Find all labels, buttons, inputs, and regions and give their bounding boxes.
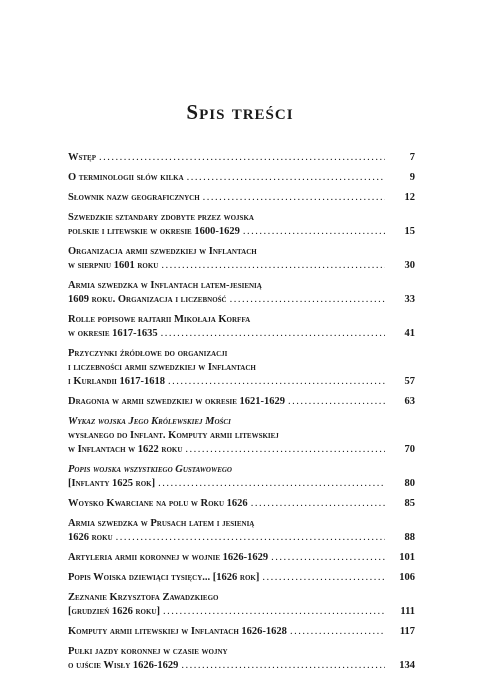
toc-entry-title-line: w sierpniu 1601 roku [68,260,159,271]
toc-entry [68,645,415,673]
toc-page-number: 57 [404,376,415,387]
dot-leader [288,395,385,409]
dot-leader [251,497,385,511]
table-of-contents [68,151,415,679]
toc-page-number: 12 [404,192,415,203]
toc-entry-title-line: wysłanego do Inflant. Komputy armii litewskiej [68,430,279,441]
toc-page-number: 30 [404,260,415,271]
toc-entry-title-line: Woysko Kwarciane na polu w Roku 1626 [68,498,248,509]
toc-entry-title-line: Komputy armii litewskiej w Inflantach 1626-1628 [68,626,287,637]
dot-leader [262,571,385,585]
dot-leader [290,625,385,639]
toc-page-number: 9 [409,172,415,183]
toc-entry-title-line: 1626 roku [68,532,113,543]
toc-entry-title-line: Zeznanie Krzysztofa Zawadzkiego [68,592,219,603]
toc-entry-title-line: Popis wojska wszystkiego Gustawowego [68,464,232,475]
toc-entry [68,313,415,341]
dot-leader [181,659,385,673]
toc-entry [68,245,415,273]
toc-page-number: 111 [400,606,415,617]
toc-entry-title-line: 1609 roku. Organizacja i liczebność [68,294,227,305]
toc-entry-title-line: polskie i litewskie w okresie 1600-1629 [68,226,240,237]
toc-page-number: 85 [404,498,415,509]
dot-leader [163,605,385,619]
toc-entry [68,279,415,307]
dot-leader [230,293,385,307]
dot-leader [203,191,385,205]
toc-entry-title-line: Pułki jazdy koronnej w czasie wojny [68,646,228,657]
toc-page-number: 88 [404,532,415,543]
dot-leader [187,171,385,185]
toc-entry-title-line: Szwedzkie sztandary zdobyte przez wojska [68,212,254,223]
toc-entry [68,497,415,511]
toc-page-number: 70 [404,444,415,455]
toc-page-number: 33 [404,294,415,305]
toc-entry [68,571,415,585]
toc-entry [68,347,415,389]
toc-entry-title-line: i Kurlandii 1617-1618 [68,376,166,387]
dot-leader [161,259,385,273]
toc-entry-title-line: i liczebności armii szwedzkiej w Inflantach [68,362,256,373]
toc-page-number: 101 [399,552,415,563]
toc-page-number: 15 [404,226,415,237]
toc-entry-title-line: Wykaz wojska Jego Królewskiej Mości [68,416,231,427]
dot-leader [168,375,385,389]
toc-entry-title-line: Armia szwedzka w Inflantach latem-jesienią [68,280,262,291]
toc-entry-title-line: Rolle popisowe rajtarii Mikołaja Korffa [68,314,251,325]
dot-leader [158,477,385,491]
toc-entry-title-line: Słownik nazw geograficznych [68,192,200,203]
toc-page-number: 117 [399,626,415,637]
toc-entry-title-line: o ujście Wisły 1626-1629 [68,660,179,671]
toc-entry [68,591,415,619]
toc-entry-title-line: Popis Woiska dziewiąci tysięcy... [1626 rok] [68,572,260,583]
toc-entry [68,171,415,185]
dot-leader [161,327,385,341]
toc-entry-title-line: Armia szwedzka w Prusach latem i jesienią [68,518,255,529]
dot-leader [243,225,385,239]
toc-page-number: 134 [399,660,415,671]
toc-entry-title-line: O terminologii słów kilka [68,172,184,183]
toc-entry [68,625,415,639]
toc-entry [68,517,415,545]
toc-entry-title-line: Organizacja armii szwedzkiej w Inflantach [68,246,257,257]
toc-entry-title-line: [Inflanty 1625 rok] [68,478,156,489]
toc-entry [68,415,415,457]
toc-entry [68,191,415,205]
toc-page-number: 63 [404,396,415,407]
toc-page-number: 7 [409,152,415,163]
toc-entry [68,551,415,565]
toc-entry [68,463,415,491]
toc-entry [68,395,415,409]
toc-page-number: 106 [399,572,415,583]
dot-leader [99,151,385,165]
toc-entry-title-line: Przyczynki źródłowe do organizacji [68,348,228,359]
dot-leader [185,443,385,457]
dot-leader [271,551,385,565]
toc-entry [68,151,415,165]
toc-entry-title-line: [grudzień 1626 roku] [68,606,160,617]
toc-page-number: 80 [404,478,415,489]
dot-leader [116,531,385,545]
toc-page-number: 41 [404,328,415,339]
toc-entry-title-line: w okresie 1617-1635 [68,328,158,339]
toc-entry-title-line: Dragonia w armii szwedzkiej w okresie 1621-1629 [68,396,286,407]
toc-entry-title-line: w Inflantach w 1622 roku [68,444,183,455]
toc-entry-title-line: Wstęp [68,152,97,163]
toc-entry [68,211,415,239]
toc-entry-title-line: Artyleria armii koronnej w wojnie 1626-1629 [68,552,269,563]
page-title: Spis treści [186,100,294,124]
